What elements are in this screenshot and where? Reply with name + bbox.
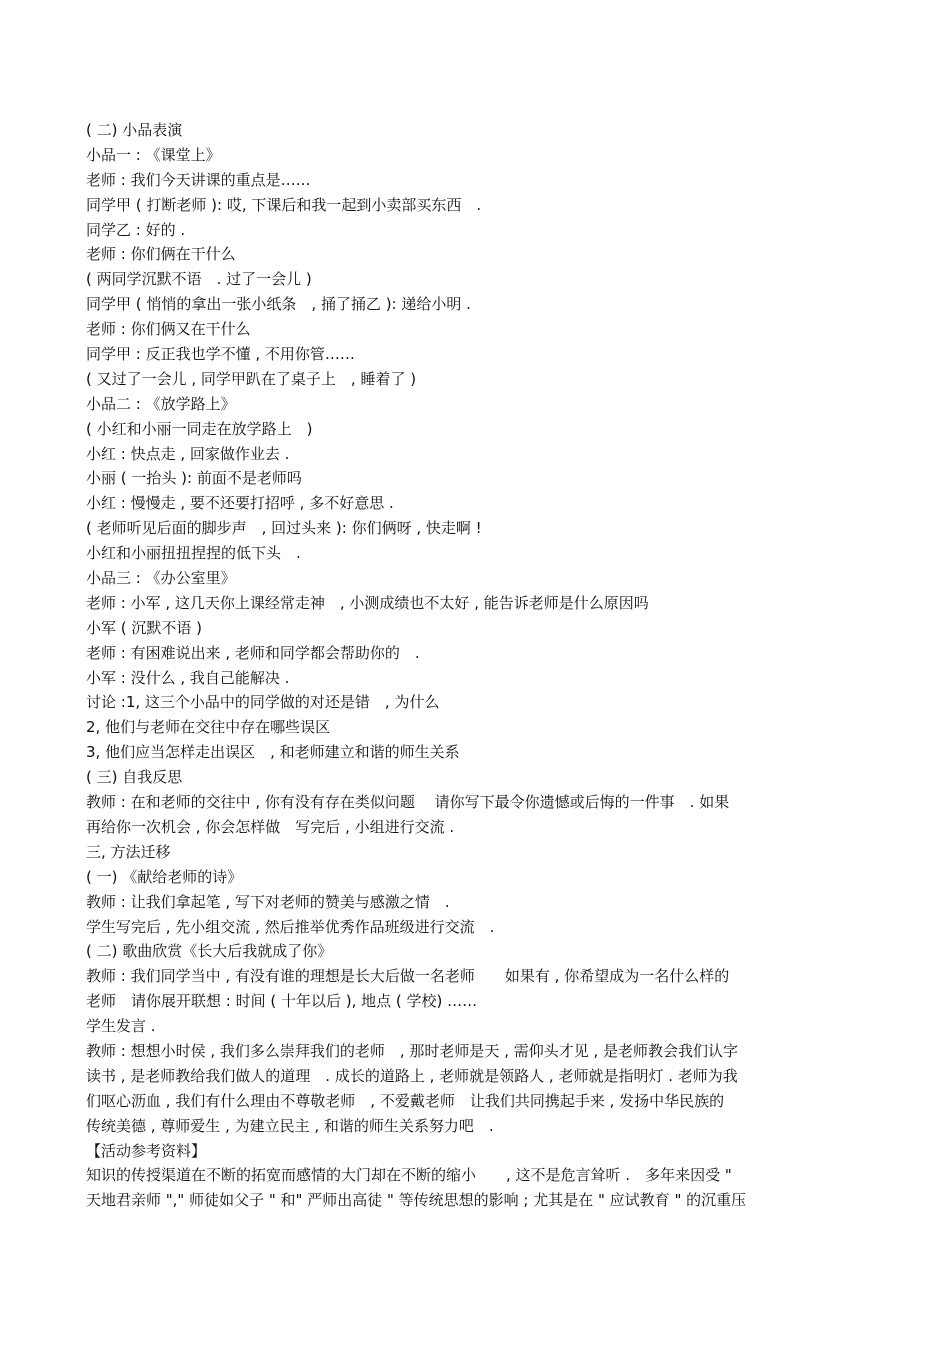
text-line: 老师 请你展开联想 : 时间 ( 十年以后 ), 地点 ( 学校) …… (86, 992, 478, 1011)
text-line: 教师 : 想想小时侯 , 我们多么崇拜我们的老师 , 那时老师是天 , 需仰头才见 , 是老师教会我们认字 (86, 1041, 739, 1060)
text-line: 天地君亲师 "," 师徒如父子 " 和" 严师出高徒 " 等传统思想的影响 ; 尤其是在 " 应试教育 " 的沉重压 (86, 1191, 747, 1210)
text-line: 讨论 :1, 这三个小品中的同学做的对还是错 , 为什么 (86, 693, 440, 712)
text-line: 再给你一次机会 , 你会怎样做 写完后 , 小组进行交流 . (86, 817, 455, 836)
text-line: 老师 : 你们俩又在干什么 (86, 320, 251, 339)
text-line: ( 二) 歌曲欣赏《长大后我就成了你》 (86, 942, 333, 961)
text-line: 小品三 : 《办公室里》 (86, 569, 236, 588)
text-line: 小红 : 快点走 , 回家做作业去 . (86, 444, 290, 463)
text-line: 传统美德 , 尊师爱生 , 为建立民主 , 和谐的师生关系努力吧 . (86, 1116, 494, 1135)
text-line: ( 一) 《献给老师的诗》 (86, 867, 243, 886)
text-line: 三, 方法迁移 (86, 842, 171, 861)
text-line: ( 小红和小丽一同走在放学路上 ) (86, 419, 313, 438)
text-line: 知识的传授渠道在不断的拓宽而感情的大门却在不断的缩小 , 这不是危言耸听 . 多年来因受 " (86, 1166, 732, 1185)
text-line: ( 三) 自我反思 (86, 768, 183, 787)
text-line: 教师 : 让我们拿起笔 , 写下对老师的赞美与感激之情 . (86, 892, 450, 911)
text-line: 2, 他们与老师在交往中存在哪些误区 (86, 718, 331, 737)
text-line: 小军 : 没什么 , 我自己能解决 . (86, 668, 290, 687)
text-line: 3, 他们应当怎样走出误区 , 和老师建立和谐的师生关系 (86, 743, 460, 762)
text-line: 小品一 : 《课堂上》 (86, 145, 221, 164)
text-line: ( 二) 小品表演 (86, 121, 183, 139)
text-line: 小品二 : 《放学路上》 (86, 394, 236, 413)
text-line: ( 又过了一会儿 , 同学甲趴在了桌子上 , 睡着了 ) (86, 369, 417, 388)
text-line: 教师 : 我们同学当中 , 有没有谁的理想是长大后做一名老师 如果有 , 你希望成为一名什么样的 (86, 967, 730, 986)
text-line: 同学甲 ( 悄悄的拿出一张小纸条 , 捅了捅乙 ): 递给小明 . (86, 295, 471, 314)
document-body (86, 118, 876, 1213)
text-line: 老师 : 小军 , 这几天你上课经常走神 , 小测成绩也不太好 , 能告诉老师是什么原因吗 (86, 593, 649, 612)
text-line: 学生写完后 , 先小组交流 , 然后推举优秀作品班级进行交流 . (86, 917, 495, 936)
text-line: ( 两同学沉默不语 . 过了一会儿 ) (86, 270, 312, 289)
text-line: 小红和小丽扭扭捏捏的低下头 . (86, 544, 301, 563)
text-line: 教师 : 在和老师的交往中 , 你有没有存在类似问题 请你写下最令你遗憾或后悔的一件事 . 如果 (86, 793, 730, 812)
text-line: 老师 : 你们俩在干什么 (86, 245, 236, 264)
text-line: 小红 : 慢慢走 , 要不还要打招呼 , 多不好意思 . (86, 494, 394, 513)
text-line: 老师 : 有困难说出来 , 老师和同学都会帮助你的 . (86, 643, 420, 662)
text-line: 同学甲 : 反正我也学不懂 , 不用你管…… (86, 345, 355, 364)
text-line: 【活动参考资料】 (86, 1141, 207, 1160)
text-line: 小丽 ( 一抬头 ): 前面不是老师吗 (86, 469, 302, 488)
text-line: 同学甲 ( 打断老师 ): 哎, 下课后和我一起到小卖部买东西 . (86, 195, 482, 214)
text-line: 学生发言 . (86, 1017, 156, 1036)
text-line: 同学乙 : 好的 . (86, 220, 186, 239)
text-line: 小军 ( 沉默不语 ) (86, 618, 203, 637)
text-line: 读书 , 是老师教给我们做人的道理 . 成长的道路上 , 老师就是领路人 , 老师就是指明灯 . 老师为我 (86, 1066, 738, 1085)
text-line: ( 老师听见后面的脚步声 , 回过头来 ): 你们俩呀 , 快走啊 ! (86, 519, 482, 538)
text-line: 们呕心沥血 , 我们有什么理由不尊敬老师 , 不爱戴老师 让我们共同携起手来 , 发扬中华民族的 (86, 1091, 725, 1110)
text-line: 老师 : 我们今天讲课的重点是…… (86, 170, 311, 189)
